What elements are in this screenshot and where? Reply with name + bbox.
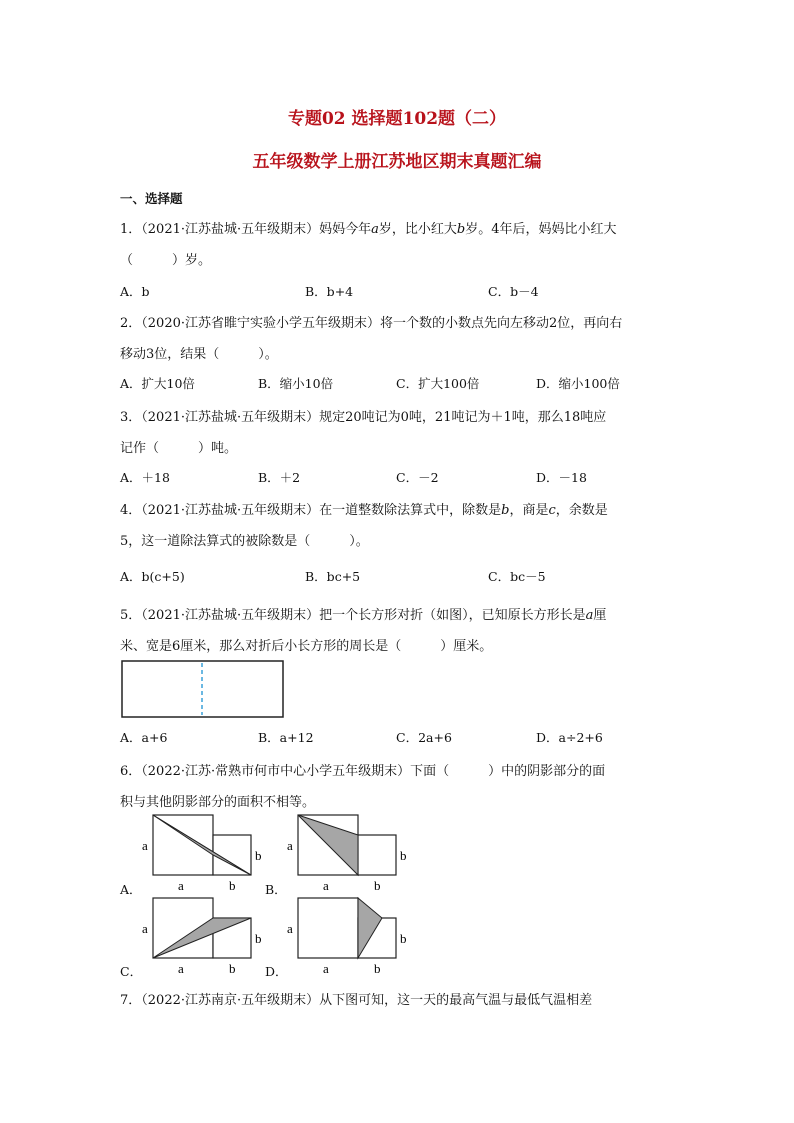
- q4-option-a[interactable]: A．b(c+5): [120, 569, 185, 584]
- q5-option-a[interactable]: A．a+6: [120, 730, 168, 745]
- label-b: b: [400, 848, 407, 863]
- q2-option-c[interactable]: C．扩大100倍: [396, 376, 480, 391]
- folded-rectangle-figure: [120, 659, 286, 719]
- section-heading: 一、选择题: [120, 191, 183, 206]
- q3-option-d[interactable]: D．－18: [536, 470, 587, 485]
- q5-option-c[interactable]: C．2a+6: [396, 730, 452, 745]
- q1-option-b[interactable]: B．b+4: [305, 284, 354, 299]
- q6-option-b[interactable]: B．: [265, 882, 287, 897]
- q1-var-b: b: [456, 222, 466, 237]
- page-subtitle: 五年级数学上册江苏地区期末真题汇编: [252, 152, 542, 172]
- q6-option-c[interactable]: C．: [120, 964, 143, 979]
- label-a: a: [287, 921, 293, 936]
- label-a: a: [142, 838, 148, 853]
- q1-text-a: 1．（2021·江苏盐城·五年级期末）妈妈今年: [120, 222, 372, 237]
- label-b-bottom: b: [374, 878, 381, 893]
- figure-c: [140, 895, 275, 977]
- question-1-line-1: [120, 218, 617, 237]
- q1-option-c[interactable]: C．b－4: [488, 284, 539, 299]
- q4-text-b: ，商是: [509, 503, 549, 518]
- q4-var-b: b: [501, 503, 510, 518]
- q4-option-b[interactable]: B．bc+5: [305, 569, 361, 584]
- label-b-bottom: b: [374, 961, 381, 976]
- q5-option-b[interactable]: B．a+12: [258, 730, 314, 745]
- q6-option-d[interactable]: D．: [265, 964, 288, 979]
- q3-option-b[interactable]: B．＋2: [258, 470, 301, 485]
- question-4-line-2: 5，这一道除法算式的被除数是（ ）。: [120, 534, 369, 549]
- label-a: a: [287, 838, 293, 853]
- q2-option-d[interactable]: D．缩小100倍: [536, 376, 620, 391]
- q3-option-a[interactable]: A．＋18: [120, 470, 170, 485]
- question-3-line-1: 3．（2021·江苏盐城·五年级期末）规定20吨记为0吨，21吨记为＋1吨，那么18吨应: [120, 410, 607, 425]
- q5-var-a: a: [585, 608, 594, 623]
- label-b: b: [255, 931, 262, 946]
- label-a-bottom: a: [323, 961, 329, 976]
- q5-option-d[interactable]: D．a÷2+6: [536, 730, 603, 745]
- label-a-bottom: a: [178, 961, 184, 976]
- q3-option-c[interactable]: C．－2: [396, 470, 439, 485]
- label-a-bottom: a: [178, 878, 184, 893]
- label-b-bottom: b: [229, 878, 236, 893]
- question-1-line-2: （ ）岁。: [120, 253, 212, 268]
- figure-a: [140, 812, 275, 894]
- q4-text-a: 4．（2021·江苏盐城·五年级期末）在一道整数除法算式中，除数是: [120, 503, 502, 518]
- label-a: a: [142, 921, 148, 936]
- question-5-line-2: 米、宽是6厘米，那么对折后小长方形的周长是（ ）厘米。: [120, 639, 493, 654]
- q1-option-a[interactable]: A．b: [120, 284, 150, 299]
- label-a-bottom: a: [323, 878, 329, 893]
- question-2-line-1: 2．（2020·江苏省睢宁实验小学五年级期末）将一个数的小数点先向左移动2位，再向右: [120, 316, 623, 331]
- question-4-line-1: [120, 499, 608, 518]
- question-6-line-2: 积与其他阴影部分的面积不相等。: [120, 795, 316, 810]
- q2-option-a[interactable]: A．扩大10倍: [120, 376, 195, 391]
- figure-d: [285, 895, 415, 977]
- q1-text-b: 岁，比小红大: [378, 222, 457, 237]
- page-title: 专题02 选择题102题（二）: [287, 109, 507, 129]
- label-b-bottom: b: [229, 961, 236, 976]
- label-b: b: [400, 931, 407, 946]
- q2-option-b[interactable]: B．缩小10倍: [258, 376, 334, 391]
- question-3-line-2: 记作（ ）吨。: [120, 441, 238, 456]
- question-7-line-1: 7．（2022·江苏南京·五年级期末）从下图可知，这一天的最高气温与最低气温相差: [120, 993, 593, 1008]
- q4-option-c[interactable]: C．bc－5: [488, 569, 546, 584]
- q1-text-c: 岁。4年后，妈妈比小红大: [465, 222, 617, 237]
- question-5-line-1: [120, 604, 606, 623]
- q4-text-c: ，余数是: [555, 503, 608, 518]
- q5-text-b: 厘: [593, 608, 607, 623]
- question-6-line-1: 6．（2022·江苏·常熟市何市中心小学五年级期末）下面（ ）中的阴影部分的面: [120, 764, 606, 779]
- q6-option-a[interactable]: A．: [120, 882, 142, 897]
- figure-b: [285, 812, 415, 894]
- question-2-line-2: 移动3位，结果（ ）。: [120, 347, 278, 362]
- q1-var-a: a: [371, 222, 379, 237]
- q5-text-a: 5．（2021·江苏盐城·五年级期末）把一个长方形对折（如图），已知原长方形长是: [120, 608, 586, 623]
- label-b: b: [255, 848, 262, 863]
- q4-var-c: c: [548, 503, 556, 518]
